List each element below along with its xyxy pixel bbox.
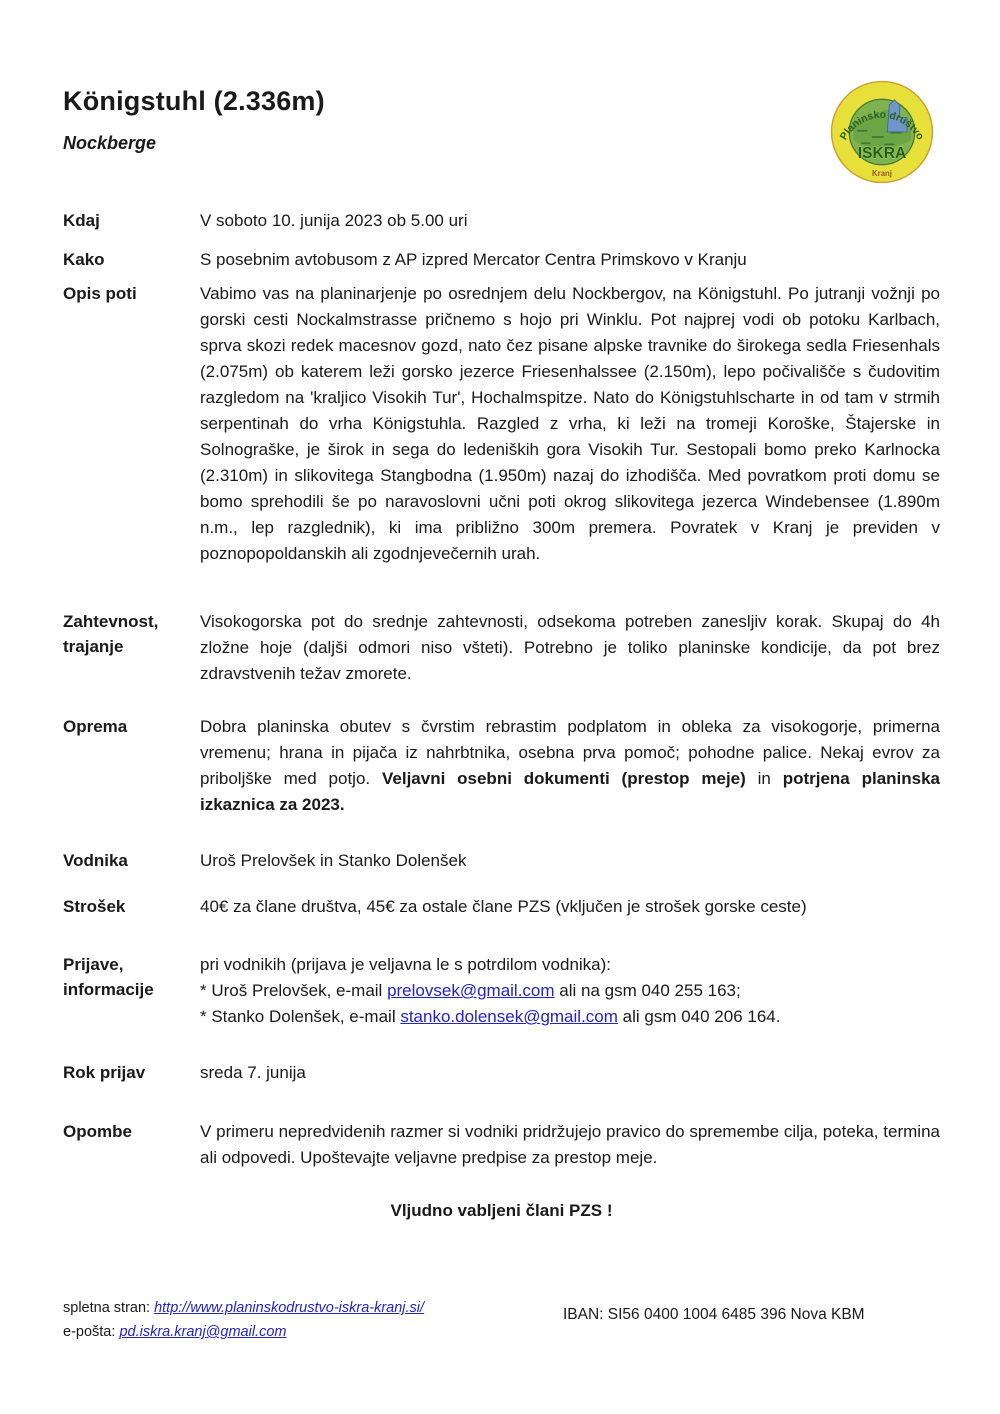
prijave-line-3-post: ali gsm 040 206 164. bbox=[617, 1007, 781, 1026]
row-opis-poti-label: Opis poti bbox=[63, 284, 137, 303]
row-opombe-value: V primeru nepredvidenih razmer si vodniki pridržujejo pravico do spremembe cilja, poteka, termina ali odpovedi. Upoštevajte veljavne predpise za prestop meje. bbox=[200, 1122, 940, 1167]
prijave-line-2-pre: * Uroš Prelovšek, e-mail bbox=[200, 981, 388, 1000]
row-opis-poti bbox=[63, 281, 940, 567]
row-kdaj bbox=[63, 208, 940, 234]
row-oprema-label: Oprema bbox=[63, 717, 128, 736]
row-kako-value: S posebnim avtobusom z AP izpred Mercator Centra Primskovo v Kranju bbox=[200, 250, 747, 269]
row-strosek bbox=[63, 894, 940, 920]
website-link[interactable]: http://www.planinskodrustvo-iskra-kranj.si/ bbox=[154, 1300, 425, 1316]
club-email-link[interactable]: pd.iskra.kranj@gmail.com bbox=[119, 1324, 287, 1340]
document-content bbox=[63, 86, 940, 1221]
row-zahtevnost-label: Zahtevnost, trajanje bbox=[63, 612, 159, 656]
oprema-text-between: in bbox=[745, 769, 783, 788]
row-prijave-value bbox=[200, 952, 940, 1030]
row-opombe bbox=[63, 1119, 940, 1171]
page-subtitle: Nockberge bbox=[63, 133, 157, 153]
logo-club-name-text: ISKRA bbox=[857, 145, 907, 162]
prijave-line-3 bbox=[200, 1004, 940, 1030]
oprema-text-bold-card: potrjena planinska izkaznica za 2023. bbox=[200, 769, 941, 814]
row-prijave bbox=[63, 952, 940, 1030]
logo-club-type-text: Planinsko društvo bbox=[838, 109, 926, 143]
closing-invitation: Vljudno vabljeni člani PZS ! bbox=[390, 1201, 613, 1220]
row-opombe-label: Opombe bbox=[63, 1122, 132, 1141]
row-kdaj-label: Kdaj bbox=[63, 211, 100, 230]
footer-email-line bbox=[63, 1320, 424, 1344]
row-vodnika-label: Vodnika bbox=[63, 851, 128, 870]
oprema-text-normal: Dobra planinska obutev s čvrstim rebrastim podplatom in obleka za visokogorje, primerna vremenu; hrana in pijača iz nahrbtnika, osebna prva pomoč; pohodne palice. Nekaj evrov za priboljške med potjo. bbox=[200, 717, 940, 788]
oprema-text-bold-documents: Veljavni osebni dokumenti (prestop meje) bbox=[381, 769, 746, 788]
prijave-line-2-post: ali na gsm 040 255 163; bbox=[554, 981, 741, 1000]
email-link-dolensek[interactable]: stanko.dolensek@gmail.com bbox=[400, 1007, 618, 1026]
row-rok-prijav-label: Rok prijav bbox=[63, 1063, 146, 1082]
row-prijave-label: Prijave, informacije bbox=[63, 955, 154, 999]
row-oprema-value bbox=[200, 714, 940, 818]
row-vodnika-value: Uroš Prelovšek in Stanko Dolenšek bbox=[200, 851, 467, 870]
row-kako bbox=[63, 247, 940, 273]
footer-contact-block bbox=[63, 1296, 424, 1344]
row-opis-poti-value: Vabimo vas na planinarjenje po osrednjem delu Nockbergov, na Königstuhl. Po jutranji vožnji po gorski cesti Nockalmstrasse pričnemo s hojo pri Winklu. Pot najprej vodi ob potoku Karlbach, sprva skozi redek macesnov gozd, nato čez pisane alpske travnike do širokega sedla Friesenhals (2.075m) ob katerem leži gorsko jezerce Friesenhalssee (2.150m), lepo počivališče s čudovitim razgledom na 'kraljico Visokih Tur', Hochalmspitze. Nato do Königstuhlscharte in od tam v strmih serpentinah do vrha Königstuhla. Razgled z vrha, ki leži na tromeji Koroške, Štajerske in Solnograške, je širok in sega do ledeniških gora Visokih Tur. Sestopali bomo preko Karlnocka (2.310m) in slikovitega Stangbodna (1.950m) nazaj do izhodišča. Med povratkom proti domu se bomo sprehodili še po naravoslovni učni poti okrog slikovitega jezerca Windebensee (1.890m n.m., lep razglednik), ki ima približno 300m premera. Povratek v Kranj je previden v poznopopoldanskih ali zgodnjevečernih urah. bbox=[200, 284, 940, 563]
row-strosek-label: Strošek bbox=[63, 897, 126, 916]
logo-city-text: Kranj bbox=[872, 169, 892, 179]
iban-info: IBAN: SI56 0400 1004 6485 396 Nova KBM bbox=[563, 1306, 865, 1323]
page-title: Königstuhl (2.336m) bbox=[63, 86, 325, 116]
row-vodnika bbox=[63, 848, 940, 874]
footer-email-label: e-pošta: bbox=[63, 1324, 116, 1340]
prijave-line-3-pre: * Stanko Dolenšek, e-mail bbox=[200, 1007, 401, 1026]
info-rows bbox=[63, 208, 940, 1171]
footer-website-line bbox=[63, 1296, 424, 1320]
footer-website-label: spletna stran: bbox=[63, 1300, 151, 1316]
email-link-prelovsek[interactable]: prelovsek@gmail.com bbox=[387, 981, 555, 1000]
row-kdaj-value: V soboto 10. junija 2023 ob 5.00 uri bbox=[200, 211, 468, 230]
row-strosek-value: 40€ za člane društva, 45€ za ostale člane PZS (vključen je strošek gorske ceste) bbox=[200, 897, 807, 916]
row-rok-prijav bbox=[63, 1060, 940, 1086]
row-kako-label: Kako bbox=[63, 250, 105, 269]
prijave-line-2 bbox=[200, 978, 940, 1004]
row-oprema bbox=[63, 714, 940, 818]
row-rok-prijav-value: sreda 7. junija bbox=[200, 1063, 306, 1082]
row-zahtevnost bbox=[63, 609, 940, 687]
row-zahtevnost-value: Visokogorska pot do srednje zahtevnosti, odsekoma potreben zanesljiv korak. Skupaj do 4h zložne hoje (daljši odmori niso všteti). Potrebno je toliko planinske kondicije, da pot brez zdravstvenih težav zmorete. bbox=[200, 612, 940, 683]
prijave-line-1: pri vodnikih (prijava je veljavna le s potrdilom vodnika): bbox=[200, 955, 612, 974]
